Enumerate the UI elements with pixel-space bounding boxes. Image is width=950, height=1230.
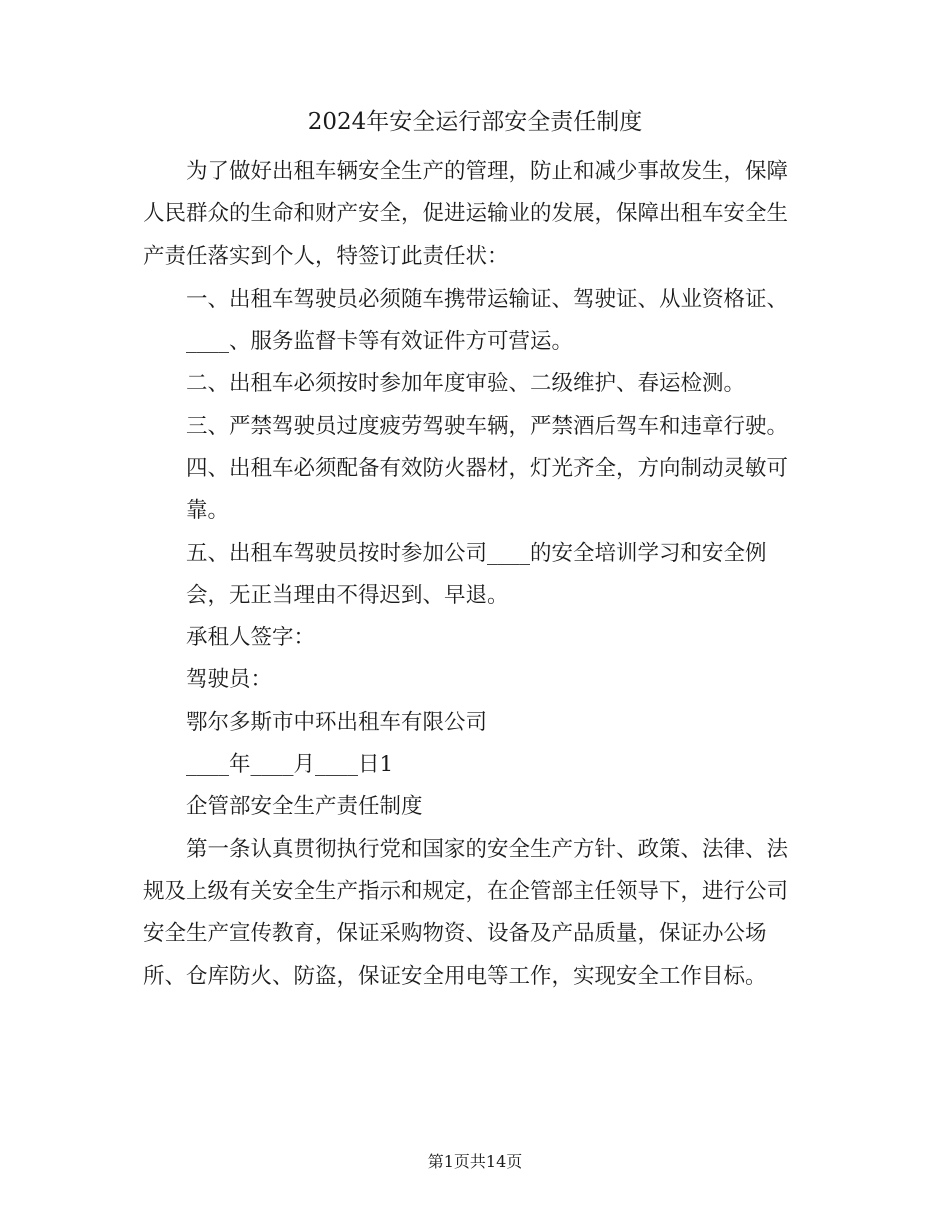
body-line: 二、出租车必须按时参加年度审验、二级维护、春运检测。 [143,371,746,396]
body-line: 企管部安全生产责任制度 [143,794,423,819]
body-line: 安全生产宣传教育，保证采购物资、设备及产品质量，保证办公场 [143,921,767,946]
body-line: 三、严禁驾驶员过度疲劳驾驶车辆，严禁酒后驾车和违章行驶。 [143,414,789,439]
body-line: 四、出租车必须配备有效防火器材，灯光齐全，方向制动灵敏可 [143,456,789,481]
body-line: 五、出租车驾驶员按时参加公司____的安全培训学习和安全例 [143,541,767,566]
body-line: ____年____月____日1 [143,752,394,777]
body-line: 驾驶员： [143,667,273,692]
body-line: 鄂尔多斯市中环出租车有限公司 [143,710,488,735]
page-title: 2024年安全运行部安全责任制度 [307,109,643,135]
body-line: ____、服务监督卡等有效证件方可营运。 [143,329,574,354]
body-line: 所、仓库防火、防盗，保证安全用电等工作，实现安全工作目标。 [143,964,767,989]
body-line: 规及上级有关安全生产指示和规定，在企管部主任领导下，进行公司 [143,879,789,904]
body-line: 承租人签字： [143,625,316,650]
body-line: 会，无正当理由不得迟到、早退。 [143,583,509,608]
page-footer: 第1页共14页 [427,1152,523,1171]
body-line: 靠。 [143,498,230,523]
body-line: 第一条认真贯彻执行党和国家的安全生产方针、政策、法律、法 [143,837,789,862]
body-line: 人民群众的生命和财产安全，促进运输业的发展，保障出租车安全生 [143,201,789,226]
body-line: 为了做好出租车辆安全生产的管理，防止和减少事故发生，保障 [143,159,789,184]
body-line: 一、出租车驾驶员必须随车携带运输证、驾驶证、从业资格证、 [143,287,789,312]
body-line: 产责任落实到个人，特签订此责任状： [143,244,509,269]
